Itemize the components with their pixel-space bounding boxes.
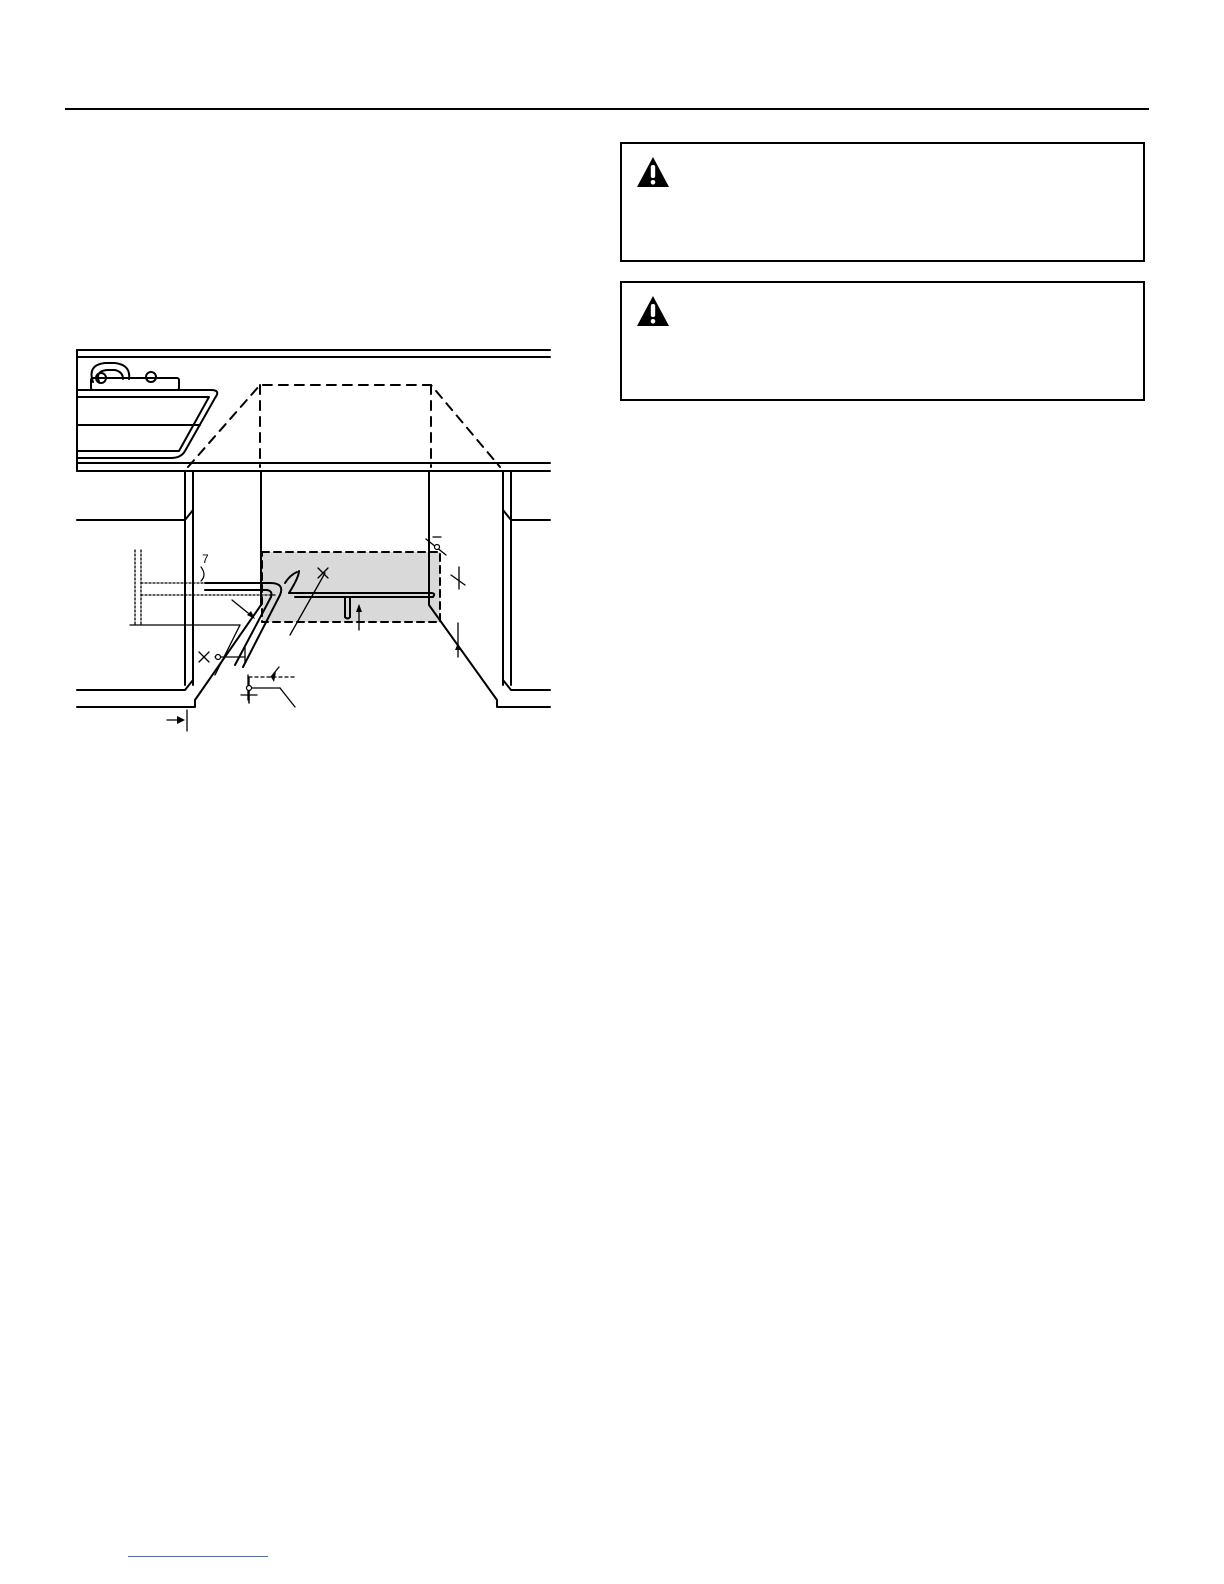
- warning-triangle-icon: [636, 156, 670, 188]
- footer-link-underline[interactable]: [128, 1556, 268, 1557]
- warning-box-1: [620, 142, 1145, 262]
- warning-triangle-icon: [636, 295, 670, 327]
- diagram-label-7: 7: [202, 552, 209, 566]
- warning-box-2: [620, 281, 1145, 401]
- header-rule: [65, 108, 1149, 110]
- dishwasher-installation-diagram: [75, 345, 555, 735]
- dishwasher-outline: [188, 385, 500, 467]
